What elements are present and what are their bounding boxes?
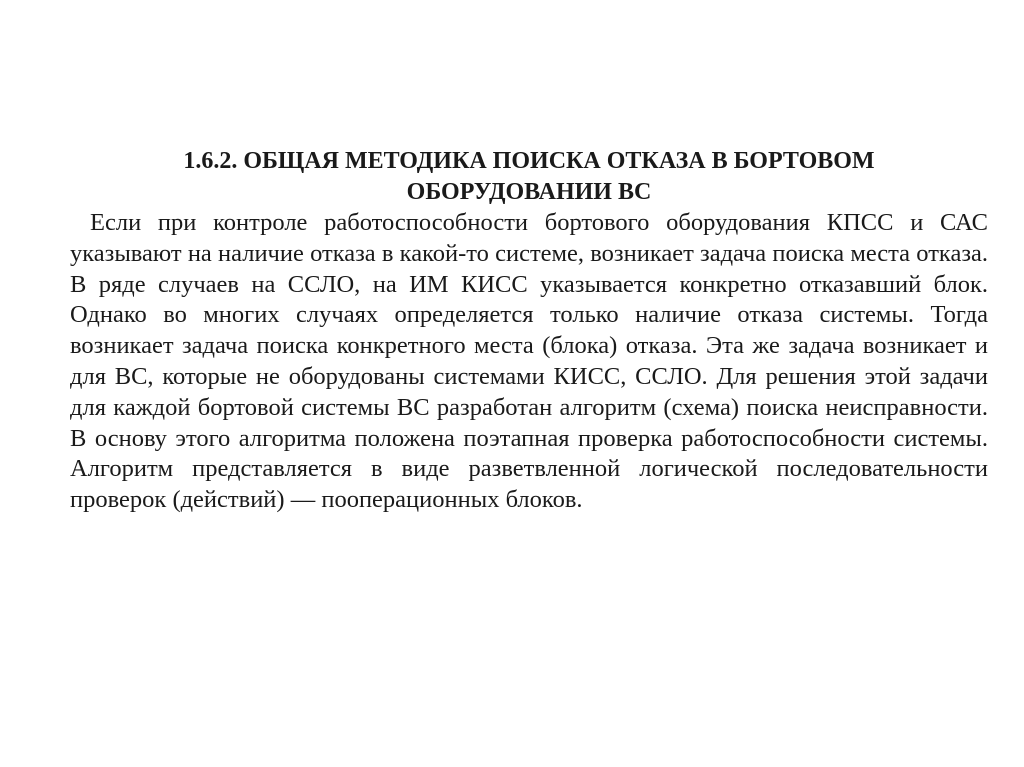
section-title (70, 146, 988, 208)
document-content (70, 146, 988, 516)
section-title-line-1: 1.6.2. ОБЩАЯ МЕТОДИКА ПОИСКА ОТКАЗА В БОРТОВОМ (183, 148, 875, 174)
body-paragraph: Если при контроле работоспособности бортового оборудования КПСС и САС указывают на наличие отказа в какой-то системе, возникает задача поиска места отказа. В ряде случаев на ССЛО, на ИМ КИСС указывается конкретно отказавший блок. Однако во многих случаях определяется только наличие отказа системы. Тогда возникает задача поиска конкретного места (блока) отказа. Эта же задача возникает и для ВС, которые не оборудованы системами КИСС, ССЛО. Для решения этой задачи для каждой бортовой системы ВС разработан алгоритм (схема) поиска неисправности. В основу этого алгоритма положена поэтапная проверка работоспособности системы. Алгоритм представляется в виде разветвленной логической последовательности проверок (действий) — пооперационных блоков. (70, 209, 988, 514)
section-title-line-2: ОБОРУДОВАНИИ ВС (406, 179, 652, 205)
